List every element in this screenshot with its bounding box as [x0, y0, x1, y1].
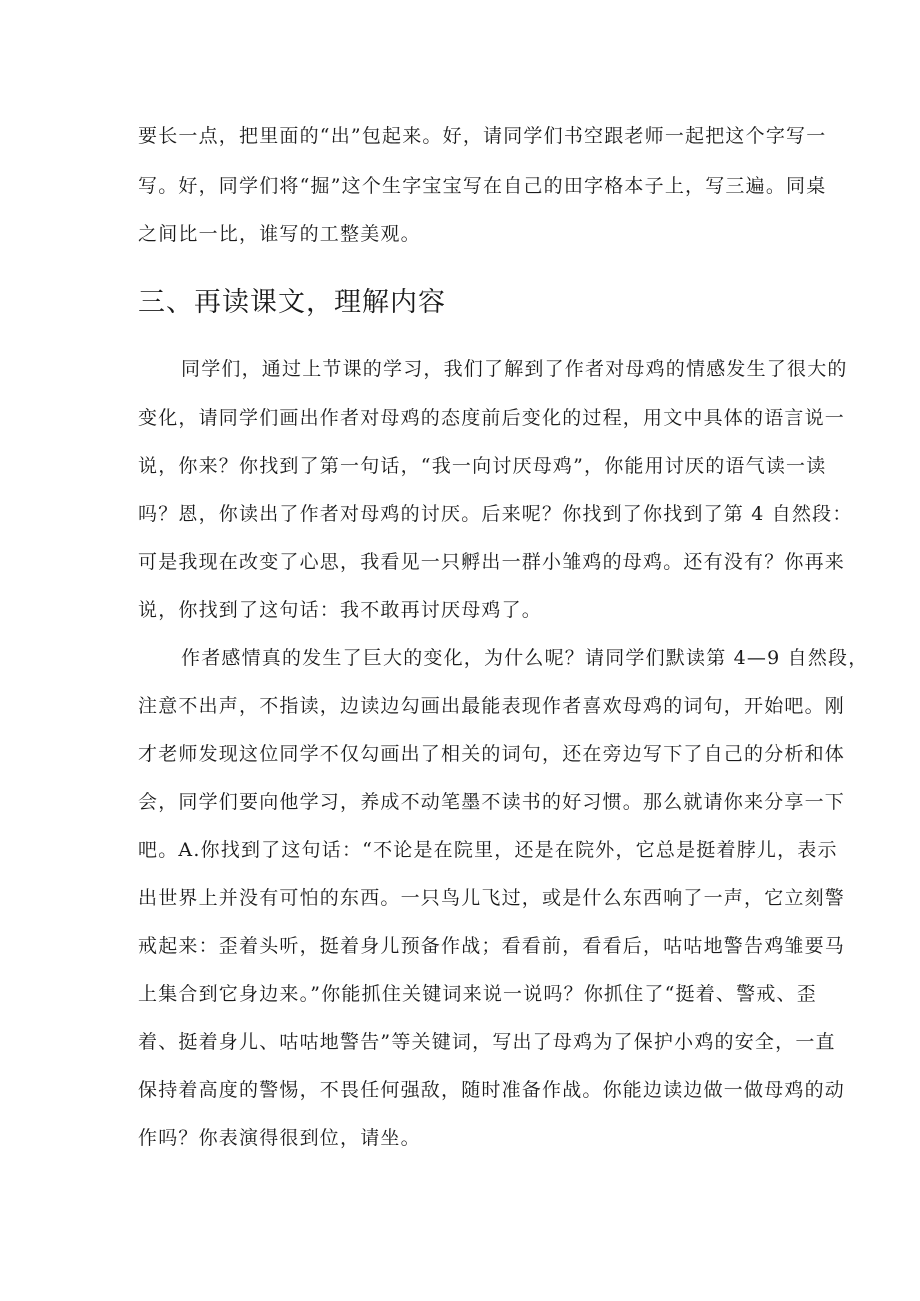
- text-line: 要长一点，把里面的“出”包起来。好，请同学们书空跟老师一起把这个字写一: [138, 125, 827, 147]
- text-line: 作者感情真的发生了巨大的变化，为什么呢？请同学们默读第 4—9 自然段，: [181, 647, 869, 669]
- text-line: 会，同学们要向他学习，养成不动笔墨不读书的好习惯。那么就请你来分享一下: [138, 791, 846, 813]
- section-heading: 三、再读课文，理解内容: [138, 287, 446, 318]
- text-line: 出世界上并没有可怕的东西。一只鸟儿飞过，或是什么东西响了一声，它立刻警: [138, 887, 846, 909]
- text-line: 着、挺着身儿、咕咕地警告”等关键词，写出了母鸡为了保护小鸡的安全，一直: [138, 1031, 836, 1053]
- text-line: 注意不出声，不指读，边读边勾画出最能表现作者喜欢母鸡的词句，开始吧。刚: [138, 695, 846, 717]
- text-line: 之间比一比，谁写的工整美观。: [138, 223, 421, 245]
- text-line: 吧。A.你找到了这句话：“不论是在院里，还是在院外，它总是挺着脖儿，表示: [138, 839, 838, 861]
- text-line: 同学们，通过上节课的学习，我们了解到了作者对母鸡的情感发生了很大的: [181, 358, 848, 380]
- text-line: 变化，请同学们画出作者对母鸡的态度前后变化的过程，用文中具体的语言说一: [138, 407, 846, 429]
- text-line: 吗？恩，你读出了作者对母鸡的讨厌。后来呢？你找到了你找到了第 4 自然段：: [138, 503, 853, 525]
- text-line: 保持着高度的警惕，不畏任何强敌，随时准备作战。你能边读边做一做母鸡的动: [138, 1079, 846, 1101]
- text-line: 写。好，同学们将“掘”这个生字宝宝写在自己的田字格本子上，写三遍。同桌: [138, 175, 827, 197]
- text-line: 戒起来：歪着头听，挺着身儿预备作战；看看前，看看后，咕咕地警告鸡雏要马: [138, 935, 846, 957]
- text-line: 作吗？你表演得很到位，请坐。: [138, 1127, 421, 1149]
- text-line: 说，你找到了这句话：我不敢再讨厌母鸡了。: [138, 599, 543, 621]
- text-line: 可是我现在改变了心思，我看见一只孵出一群小雏鸡的母鸡。还有没有？你再来: [138, 551, 846, 573]
- text-line: 上集合到它身边来。”你能抓住关键词来说一说吗？你抓住了“挺着、警戒、歪: [138, 983, 817, 1005]
- text-line: 才老师发现这位同学不仅勾画出了相关的词句，还在旁边写下了自己的分析和体: [138, 743, 846, 765]
- text-line: 说，你来？你找到了第一句话，“我一向讨厌母鸡”，你能用讨厌的语气读一读: [138, 455, 827, 477]
